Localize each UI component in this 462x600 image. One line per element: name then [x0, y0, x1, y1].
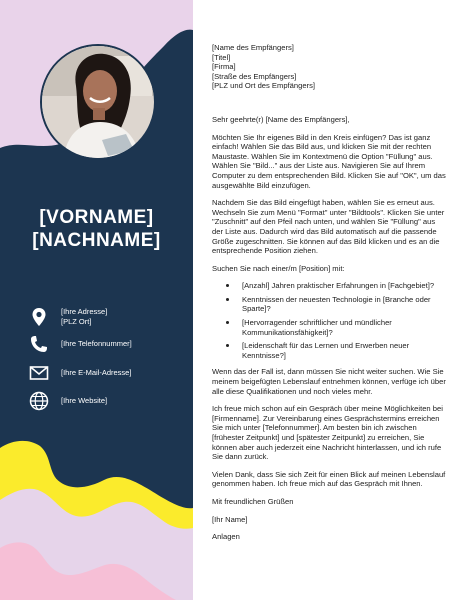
sidebar [0, 0, 193, 600]
email-text: [Ihre E-Mail-Adresse] [61, 368, 132, 377]
paragraph-contact: Ich freue mich schon auf ein Gespräch über meine Möglichkeiten bei [Firmenname]. Zur Vereinbarung eines Gesprächstermins erreichen Sie mich unter [Telefonnummer]. Am besten bin ich zwischen [frühester Zeitpunkt] und [spätester Zeitpunkt] zu erreichen, Sie können aber auch jederzeit eine Nachricht hinterlassen, und ich rufe Sie dann zurück. [212, 404, 443, 462]
closing: Mit freundlichen Grüßen [212, 496, 294, 506]
profile-photo[interactable] [40, 44, 156, 160]
globe-icon [28, 390, 50, 412]
list-item: • Kenntnissen der neuesten Technologie in [Branche oder Sparte]? [238, 295, 448, 314]
location-pin-icon [28, 306, 50, 328]
salutation: Sehr geehrte(r) [Name des Empfängers], [212, 114, 350, 124]
address-line-1: [Ihre Adresse] [61, 307, 108, 316]
recipient-name: [Name des Empfängers] [212, 43, 294, 52]
list-item: • [Leidenschaft für das Lernen und Erwerben neuer Kenntnisse?] [238, 341, 448, 360]
list-item: • [Hervorragender schriftlicher und mündlicher Kommunikationsfähigkeit]? [238, 318, 448, 337]
paragraph-thanks: Vielen Dank, dass Sie sich Zeit für einen Blick auf meinen Lebenslauf genommen haben. Ich freue mich auf das Gespräch mit Ihnen. [212, 469, 446, 489]
recipient-city: [PLZ und Ort des Empfängers] [212, 81, 315, 91]
recipient-address [212, 43, 448, 91]
paragraph-photo-instructions: Möchten Sie Ihr eigenes Bild in den Kreis einfügen? Das ist ganz einfach! Wählen Sie das Bild aus, und klicken Sie mit der rechten Maustaste. Wählen Sie im Kontextmenü die Option "Füllung" aus. Wählen Sie "Bild..." aus der Liste aus. Navigieren Sie auf Ihrem Computer zu dem entsprechenden Bild. Klicken Sie auf "OK", um das ausgewählte Bild einzufügen. [212, 132, 446, 190]
recipient-company: [Firma] [212, 62, 236, 72]
first-name: [VORNAME] [39, 207, 154, 228]
letter-body [212, 43, 448, 550]
contact-website [28, 390, 188, 410]
website-text: [Ihre Website] [61, 396, 108, 405]
qualification-list [212, 281, 448, 360]
contact-address [28, 306, 188, 326]
paragraph-qualifications: Wenn das der Fall ist, dann müssen Sie nicht weiter suchen. Wie Sie meinem beigefügten Lebenslauf entnehmen können, verfüge ich über alle diese Qualifikationen und noch vieles mehr. [212, 367, 446, 396]
address-line-2: [PLZ Ort] [61, 317, 92, 326]
recipient-street: [Straße des Empfängers] [212, 71, 297, 81]
signature-name: [Ihr Name] [212, 514, 248, 524]
recipient-title: [Titel] [212, 52, 231, 62]
last-name: [NACHNAME] [32, 230, 161, 251]
phone-icon [28, 333, 50, 355]
contact-email [28, 362, 188, 382]
list-item: • [Anzahl] Jahren praktischer Erfahrungen in [Fachgebiet]? [238, 281, 448, 291]
paragraph-crop-instructions: Nachdem Sie das Bild eingefügt haben, wählen Sie es erneut aus. Wechseln Sie zum Menü "Format" unter "Bildtools". Klicken Sie unter "Zuschnitt" auf den Pfeil nach unten, und wählen Sie "Füllung" aus der Liste aus. Dadurch wird das Bild automatisch auf die passende Größe zugeschnitten. Sie können auf das Bild klicken und es an die entsprechende Position ziehen. [212, 198, 445, 256]
contact-phone [28, 333, 188, 353]
profile-photo-image [42, 46, 154, 158]
envelope-icon [28, 362, 50, 384]
enclosure: Anlagen [212, 532, 240, 542]
phone-text: [Ihre Telefonnummer] [61, 339, 132, 348]
paragraph-position-intro: Suchen Sie nach einer/m [Position] mit: [212, 263, 345, 273]
